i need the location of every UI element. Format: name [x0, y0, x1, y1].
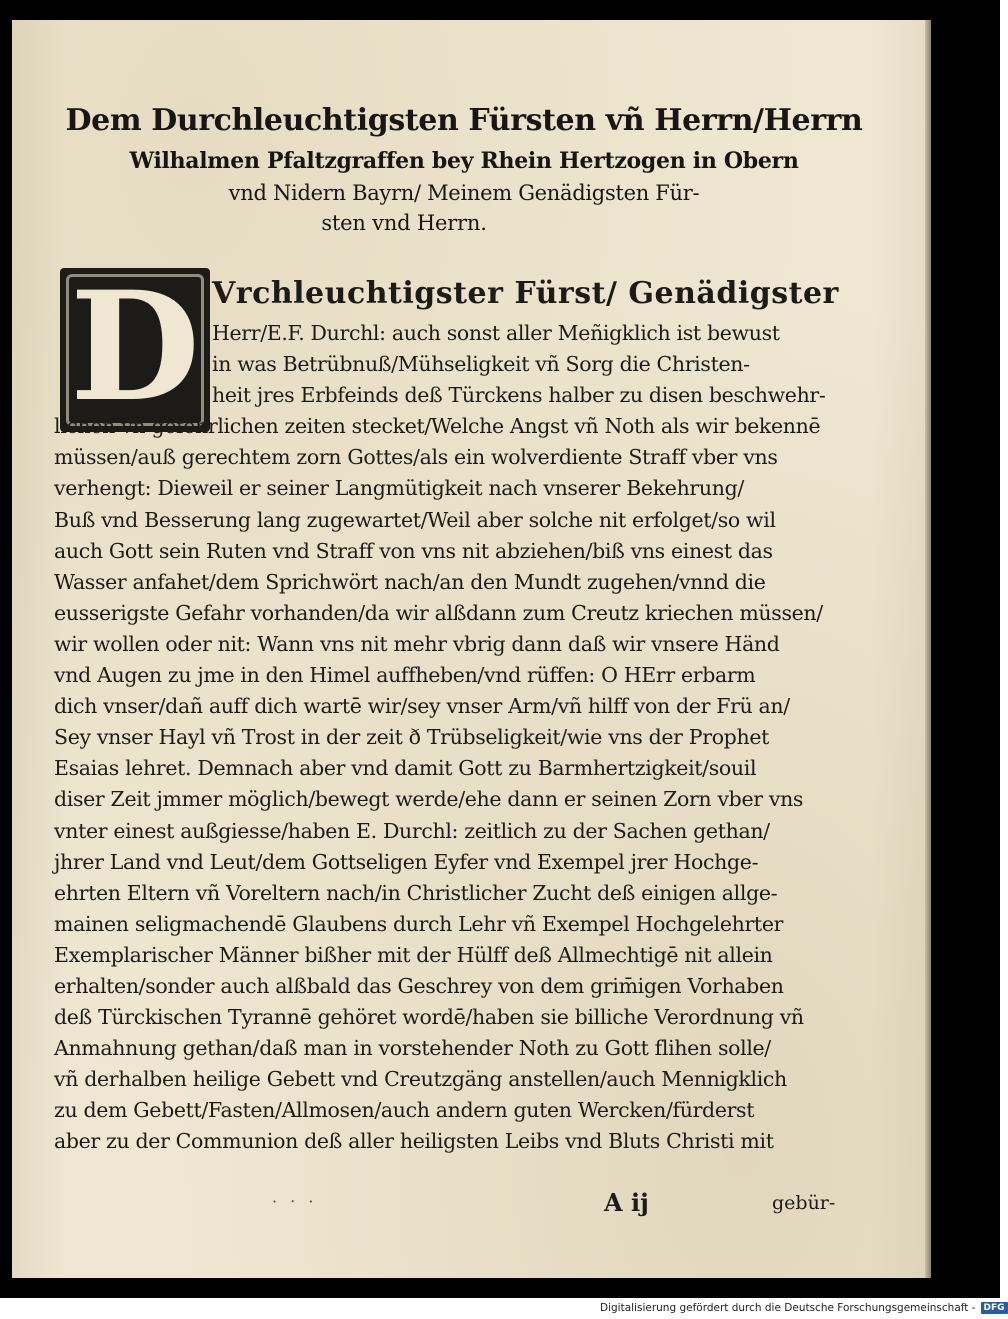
- body-line: Sey vnser Hayl vñ Trost in der zeit ð Trübseligkeit/wie vns der Prophet: [54, 725, 769, 750]
- printer-mark: · ‧ ·: [272, 1192, 318, 1211]
- catchword: gebür-: [772, 1192, 836, 1214]
- text-block: [54, 98, 874, 1154]
- body-line: ehrten Eltern vñ Voreltern nach/in Christlicher Zucht deß einigen allge-: [54, 880, 778, 905]
- dfg-logo: DFG: [981, 1302, 1008, 1314]
- body-line: jhrer Land vnd Leut/dem Gottseligen Eyfer vnd Exempel jrer Hochge-: [54, 849, 759, 874]
- heading-line-4: sten vnd Herrn.: [321, 211, 487, 235]
- body-line: erhalten/sonder auch alßbald das Geschrey von dem grim̄igen Vorhaben: [54, 973, 784, 998]
- body-line: Esaias lehret. Demnach aber vnd damit Gott zu Barmhertzigkeit/souil: [54, 756, 757, 781]
- body-line: Buß vnd Besserung lang zugewartet/Weil aber solche nit erfolget/so wil: [54, 507, 776, 532]
- body-line: zu dem Gebett/Fasten/Allmosen/auch andern guten Wercken/fürderst: [54, 1098, 755, 1123]
- digitization-credit: [600, 1301, 1005, 1315]
- body-line: heit jres Erbfeinds deß Türckens halber zu disen beschwehr-: [212, 383, 826, 408]
- body-line: vnter einest außgiesse/haben E. Durchl: zeitlich zu der Sachen gethan/: [54, 818, 770, 843]
- dedication-heading: [54, 98, 874, 238]
- page-edge: [925, 20, 931, 1278]
- body-line: deß Türckischen Tyrannē gehöret wordē/haben sie billiche Verordnung vñ: [54, 1005, 804, 1030]
- body-line: Anmahnung gethan/daß man in vorstehender Noth zu Gott flihen solle/: [54, 1036, 771, 1061]
- body-line: wir wollen oder nit: Wann vns nit mehr vbrig dann daß wir vnsere Händ: [54, 631, 780, 656]
- body-line: aber zu der Communion deß aller heiligsten Leibs vnd Bluts Christi mit: [54, 1129, 774, 1154]
- body-line: mainen seligmachendē Glaubens durch Lehr vñ Exempel Hochgelehrter: [54, 911, 784, 936]
- body-line: dich vnser/dañ auff dich wartē wir/sey vnser Arm/vñ hilff von der Frü an/: [54, 694, 790, 719]
- body-line: auch Gott sein Ruten vnd Straff von vns nit abziehen/biß vns einest das: [54, 538, 773, 563]
- body-line: vñ derhalben heilige Gebett vnd Creutzgäng anstellen/auch Mennigklich: [54, 1067, 787, 1092]
- drop-cap-letter: D: [69, 259, 201, 435]
- body-line: müssen/auß gerechtem zorn Gottes/als ein wolverdiente Straff vber vns: [54, 445, 778, 470]
- document-page: [12, 20, 925, 1278]
- credit-text: Digitalisierung gefördert durch die Deutsche Forschungsgemeinschaft -: [600, 1302, 976, 1314]
- body-line: verhengt: Dieweil er seiner Langmütigkeit nach vnserer Bekehrung/: [54, 476, 744, 501]
- page-footer: [54, 1188, 874, 1228]
- body-line: vnd Augen zu jme in den Himel auffheben/vnd rüffen: O HErr erbarm: [54, 663, 756, 688]
- heading-line-3: vnd Nidern Bayrn/ Meinem Genädigsten Für-: [228, 181, 700, 205]
- body-line: in was Betrübnuß/Mühseligkeit vñ Sorg die Christen-: [212, 352, 750, 377]
- heading-line-1: Dem Durchleuchtigsten Fürsten vñ Herrn/Herrn: [65, 103, 863, 138]
- body-line: diser Zeit jmmer möglich/bewegt werde/ehe dann er seinen Zorn vber vns: [54, 787, 804, 812]
- body-text: [54, 270, 874, 1158]
- heading-line-2: Wilhalmen Pfaltzgraffen bey Rhein Hertzogen in Obern: [129, 148, 799, 174]
- body-line: Wasser anfahet/dem Sprichwört nach/an den Mundt zugehen/vnnd die: [54, 569, 766, 594]
- body-line: Herr/E.F. Durchl: auch sonst aller Meñigklich ist bewust: [212, 321, 780, 345]
- signature-mark: A ij: [604, 1188, 649, 1217]
- body-line: Vrchleuchtigster Fürst/ Genädigster: [212, 276, 839, 311]
- body-line: lichen vñ gefehrlichen zeiten stecket/Welche Angst vñ Noth als wir bekennē: [54, 414, 821, 439]
- body-line: eusserigste Gefahr vorhanden/da wir alßdann zum Creutz kriechen müssen/: [54, 600, 823, 625]
- body-line: Exemplarischer Männer bißher mit der Hülff deß Allmechtigē nit allein: [54, 942, 773, 967]
